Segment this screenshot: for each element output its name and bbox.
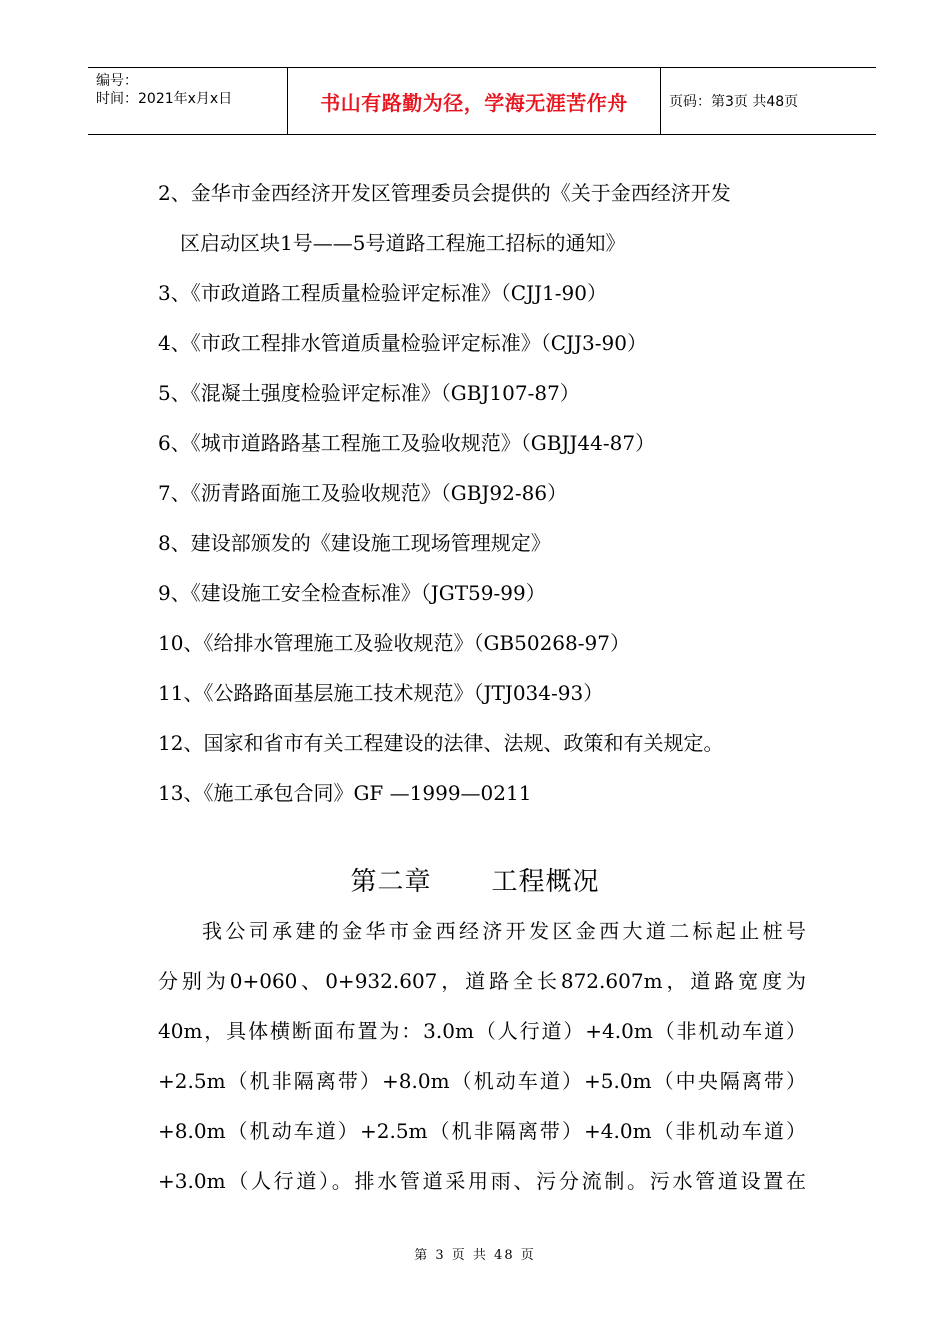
list-item: 2、金华市金西经济开发区管理委员会提供的《关于金西经济开发 (158, 181, 731, 205)
page-header (88, 67, 876, 135)
list-item: 8、建设部颁发的《建设施工现场管理规定》 (158, 531, 551, 555)
paragraph-line: +8.0m（机动车道）+2.5m（机非隔离带）+4.0m（非机动车道） (158, 1119, 806, 1143)
page-footer: 第 3 页 共 48 页 (414, 1248, 536, 1263)
header-page-label: 页码：第3页 共48页 (669, 94, 799, 110)
paragraph-line: +2.5m（机非隔离带）+8.0m（机动车道）+5.0m（中央隔离带） (158, 1069, 806, 1093)
list-item: 4、《市政工程排水管道质量检验评定标准》（CJJ3-90） (158, 331, 647, 355)
chapter-number: 第二章 (350, 867, 432, 897)
reference-list (158, 168, 838, 818)
list-item: 6、《城市道路路基工程施工及验收规范》（GBJJ44-87） (158, 431, 656, 455)
overview-paragraph (158, 906, 806, 1206)
list-item: 11、《公路路面基层施工技术规范》（JTJ034-93） (158, 681, 604, 705)
paragraph-line: 40m，具体横断面布置为：3.0m（人行道）+4.0m（非机动车道） (158, 1019, 806, 1043)
list-item: 5、《混凝土强度检验评定标准》（GBJ107-87） (158, 381, 580, 405)
list-item: 3、《市政道路工程质量检验评定标准》（CJJ1-90） (158, 281, 607, 305)
list-item: 12、国家和省市有关工程建设的法律、法规、政策和有关规定。 (158, 731, 724, 755)
list-item: 7、《沥青路面施工及验收规范》（GBJ92-86） (158, 481, 568, 505)
list-item: 10、《给排水管理施工及验收规范》（GB50268-97） (158, 631, 630, 655)
chapter-heading (0, 858, 950, 906)
header-number-label: 编号： (96, 73, 138, 89)
list-item: 9、《建设施工安全检查标准》（JGT59-99） (158, 581, 546, 605)
header-meta (88, 68, 288, 134)
list-item-continuation: 区启动区块1号——5号道路工程施工招标的通知》 (180, 231, 626, 255)
list-item: 13、《施工承包合同》GF —1999—0211 (158, 781, 532, 805)
header-slogan: 书山有路勤为径，学海无涯苦作舟 (288, 68, 661, 134)
header-time-label: 时间：2021年x月x日 (96, 91, 233, 107)
paragraph-line: +3.0m（人行道）。排水管道采用雨、污分流制。污水管道设置在 (158, 1169, 806, 1193)
chapter-title: 工程概况 (491, 867, 600, 897)
paragraph-line: 分别为0+060、0+932.607，道路全长872.607m，道路宽度为 (158, 969, 806, 993)
paragraph-line: 我公司承建的金华市金西经济开发区金西大道二标起止桩号 (202, 919, 806, 943)
